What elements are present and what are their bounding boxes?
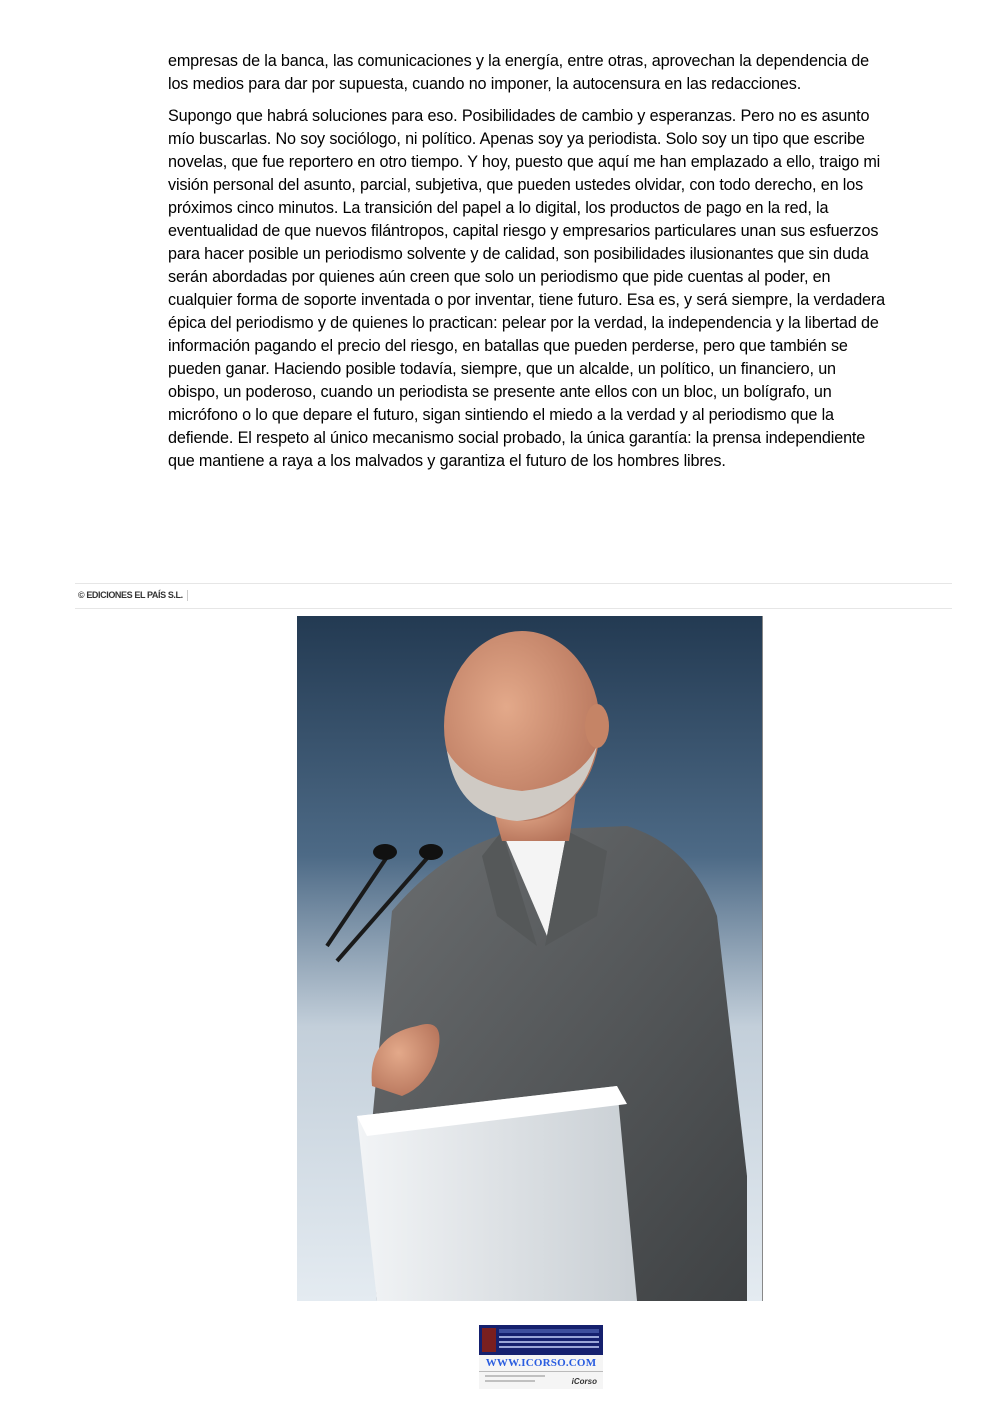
- speaker-photo-illustration: [297, 616, 762, 1301]
- article-paragraph: Supongo que habrá soluciones para eso. Posibilidades de cambio y esperanzas. Pero no es asunto mío buscarlas. No soy sociólogo, ni político. Apenas soy ya periodista. Solo soy un tipo que escribe novelas, que fue reportero en otro tiempo. Y hoy, puesto que aquí me han emplazado a ello, traigo mi visión personal del asunto, parcial, subjetiva, que pueden ustedes olvidar, con todo derecho, en los próximos cinco minutos. La transición del papel a lo digital, los productos de pago en la red, la eventualidad de que nuevos filántropos, capital riesgo y empresarios particulares unan sus esfuerzos para hacer posible un periodismo solvente y de calidad, son posibilidades ilusionantes que sin duda serán abordadas por quienes aún creen que solo un periodismo que pide cuentas al poder, en cualquier forma de soporte inventada o por inventar, tiene futuro. Esa es, y será siempre, la verdadera épica del periodismo y de quienes lo practican: pelear por la verdad, la independencia y la libertad de información pagando el precio del riesgo, en batallas que pueden perderse, pero que también se pueden ganar. Haciendo posible todavía, siempre, que un alcalde, un político, un financiero, un obispo, un poderoso, cuando un periodista se presente ante ellos con un bloc, un bolígrafo, un micrófono o lo que depare el futuro, sigan sintiendo el miedo a la verdad y al periodismo que la defiende. El respeto al único mecanismo social probado, la única garantía: la prensa independiente que mantiene a raya a los malvados y garantiza el futuro de los hombres libres.: [168, 107, 885, 470]
- article-paragraph: empresas de la banca, las comunicaciones y la energía, entre otras, aprovechan la dependencia de los medios para dar por supuesta, cuando no imponer, la autocensura en las redacciones.: [168, 52, 869, 93]
- copyright-notice: © EDICIONES EL PAÍS S.L.: [78, 590, 188, 601]
- article-photo: [297, 616, 763, 1301]
- banner-logo: iCorso: [571, 1377, 597, 1386]
- article-body: [168, 50, 888, 482]
- icorso-banner[interactable]: [479, 1325, 603, 1389]
- footer-bar: [75, 583, 952, 609]
- banner-url[interactable]: WWW.ICORSO.COM: [485, 1357, 597, 1369]
